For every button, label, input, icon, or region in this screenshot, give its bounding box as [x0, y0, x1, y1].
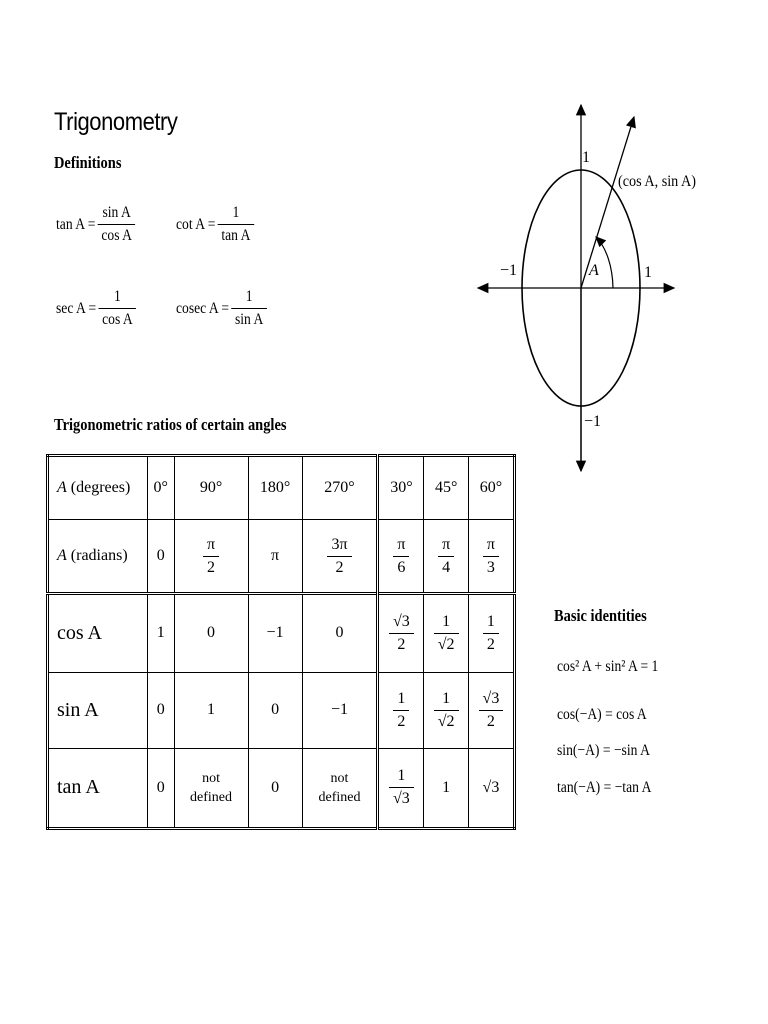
cell: $\frac{√3}{2}$ [468, 672, 514, 748]
sec-numerator: 1 [99, 286, 136, 309]
cell: not defined [302, 748, 378, 828]
cot-lhs: cot A = [176, 215, 216, 233]
cosec-denominator: sin A [234, 311, 264, 328]
cell: 0 [302, 594, 378, 672]
cell: 90° [174, 456, 248, 520]
radians-label-text: (radians) [70, 547, 128, 565]
right-label: 1 [644, 264, 652, 281]
tan-row [48, 748, 515, 828]
cell: $\frac{1}{2}$ [468, 594, 514, 672]
tan-denominator: cos A [101, 227, 132, 244]
cot-denominator: tan A [221, 227, 251, 244]
cell: 1 [424, 748, 468, 828]
cos-row [48, 594, 515, 672]
cell: $\frac{√3}{2}$ [378, 594, 424, 672]
radians-row [48, 520, 515, 594]
cot-numerator: 1 [218, 202, 254, 225]
table-heading: Trigonometric ratios of certain angles [54, 415, 287, 434]
cell: $\frac{1}{√2}$ [424, 672, 468, 748]
cell: 0 [148, 672, 175, 748]
cot-fraction [218, 202, 254, 247]
cell: −1 [302, 672, 378, 748]
cos-row-label: cos A [48, 594, 148, 672]
ratios-table [46, 454, 516, 830]
cosec-lhs: cosec A = [176, 299, 229, 317]
cosec-fraction [232, 286, 267, 331]
sin-negative-identity: sin(−A) = −sin A [557, 742, 650, 759]
cosec-numerator: 1 [232, 286, 267, 309]
cell: $\frac{3\pi}{2}$ [302, 520, 378, 594]
unit-circle-diagram [470, 95, 700, 475]
cell: $\frac{\pi}{6}$ [378, 520, 424, 594]
sin-row-label: sin A [48, 672, 148, 748]
cell: π [248, 520, 302, 594]
pythagorean-identity: cos² A + sin² A = 1 [557, 658, 659, 675]
cell: 1 [174, 672, 248, 748]
cot-definition [176, 202, 254, 247]
sin-row [48, 672, 515, 748]
tan-row-label: tan A [48, 748, 148, 828]
cell: 1 [148, 594, 175, 672]
left-label: −1 [500, 262, 518, 279]
degrees-label-text: (degrees) [70, 479, 131, 497]
radians-row-label: A (radians) [48, 520, 148, 594]
cos-negative-identity: cos(−A) = cos A [557, 706, 647, 723]
tan-negative-identity: tan(−A) = −tan A [557, 779, 652, 796]
cell: 45° [424, 456, 468, 520]
cell: $\frac{\pi}{2}$ [174, 520, 248, 594]
cell: $\frac{\pi}{4}$ [424, 520, 468, 594]
cell: 30° [378, 456, 424, 520]
angle-label: A [589, 262, 599, 279]
tan-lhs: tan A = [56, 215, 96, 233]
tan-fraction [98, 202, 135, 247]
cell: −1 [248, 594, 302, 672]
cell: $\frac{\pi}{3}$ [468, 520, 514, 594]
tan-numerator: sin A [98, 202, 135, 225]
sec-fraction [99, 286, 136, 331]
top-label: 1 [582, 149, 590, 166]
page-title: Trigonometry [54, 108, 178, 136]
sec-denominator: cos A [102, 311, 133, 328]
cell: 60° [468, 456, 514, 520]
cell: $\frac{1}{2}$ [378, 672, 424, 748]
sec-lhs: sec A = [56, 299, 97, 317]
cell: $\frac{1}{√2}$ [424, 594, 468, 672]
cell: 0 [248, 672, 302, 748]
definitions-heading: Definitions [54, 153, 122, 172]
point-label: (cos A, sin A) [618, 173, 696, 190]
degrees-row-label: A (degrees) [48, 456, 148, 520]
cell: 0 [248, 748, 302, 828]
identities-heading: Basic identities [554, 606, 647, 625]
cell: √3 [468, 748, 514, 828]
cosec-definition [176, 286, 267, 331]
cell: 180° [248, 456, 302, 520]
bottom-label: −1 [584, 413, 602, 430]
cell: 0 [148, 748, 175, 828]
cell: 0° [148, 456, 175, 520]
degrees-row [48, 456, 515, 520]
cell: 270° [302, 456, 378, 520]
cell: $\frac{1}{√3}$ [378, 748, 424, 828]
sec-definition [56, 286, 136, 331]
cell: 0 [174, 594, 248, 672]
cell: not defined [174, 748, 248, 828]
tan-definition [56, 202, 135, 247]
cell: 0 [148, 520, 175, 594]
